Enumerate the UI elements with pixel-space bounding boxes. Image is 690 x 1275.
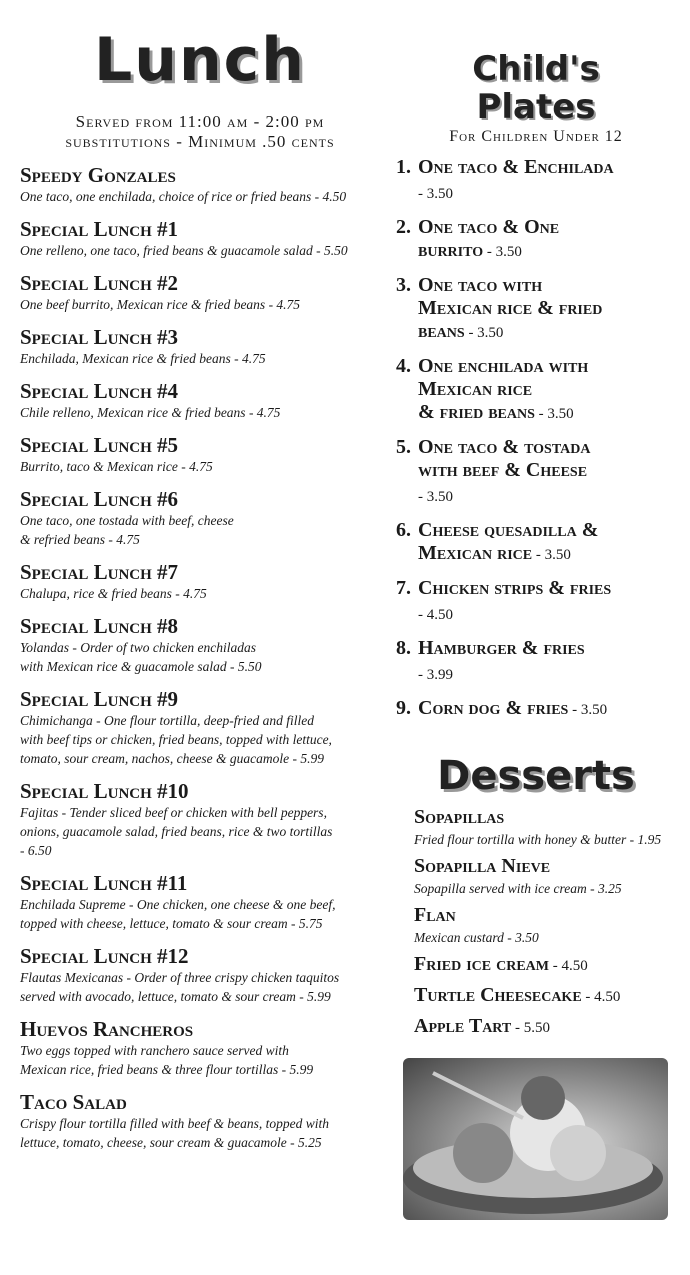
lunch-item-desc: Burrito, taco & Mexican rice - 4.75 <box>20 459 213 474</box>
dessert-item <box>414 904 676 947</box>
plate-name: Corn dog & fries <box>418 697 569 719</box>
lunch-item <box>20 487 380 549</box>
lunch-item <box>20 779 380 860</box>
plate-number: 8. <box>396 637 411 659</box>
lunch-title: Lunch <box>94 25 306 95</box>
plate-number: 7. <box>396 577 411 599</box>
lunch-item-desc: Yolandas - Order of two chicken enchiladas with Mexican rice & guacamole salad - 5.50 <box>20 640 262 674</box>
lunch-item-desc: Enchilada Supreme - One chicken, one cheese & one beef, topped with cheese, lettuce, tomato & sour cream - 5.75 <box>20 897 336 931</box>
lunch-item-desc: Enchilada, Mexican rice & fried beans - 4.75 <box>20 351 266 366</box>
plate-number: 4. <box>396 355 411 377</box>
lunch-item-name: Special Lunch #12 <box>20 944 189 968</box>
lunch-item <box>20 217 380 260</box>
dessert-price: - 4.50 <box>581 989 621 1005</box>
lunch-item-name: Special Lunch #3 <box>20 325 179 349</box>
lunch-item-desc: One taco, one tostada with beef, cheese & refried beans - 4.75 <box>20 513 234 547</box>
child-plate-item <box>396 216 676 264</box>
lunch-item <box>20 163 380 206</box>
lunch-item-desc: Chile relleno, Mexican rice & fried beans - 4.75 <box>20 405 281 420</box>
dessert-desc: Fried flour tortilla with honey & butter - 1.95 <box>414 832 662 847</box>
plate-number: 3. <box>396 274 411 296</box>
plate-name: One taco & One burrito <box>418 216 560 261</box>
lunch-item-name: Special Lunch #9 <box>20 687 179 711</box>
plate-body <box>418 156 614 206</box>
plate-body <box>418 274 602 345</box>
lunch-item-desc: Fajitas - Tender sliced beef or chicken with bell peppers, onions, guacamole salad, fried beans, rice & two tortillas - 6.50 <box>20 805 333 858</box>
lunch-item <box>20 433 380 476</box>
plate-number: 5. <box>396 436 411 458</box>
plate-number: 9. <box>396 697 411 719</box>
plate-price: - 3.50 <box>568 702 608 718</box>
plate-body <box>418 436 590 509</box>
plate-price: - 3.50 <box>418 186 453 202</box>
lunch-item <box>20 1017 380 1079</box>
lunch-item <box>20 271 380 314</box>
child-plate-item <box>396 697 676 722</box>
child-plate-item <box>396 355 676 426</box>
lunch-item-name: Special Lunch #6 <box>20 487 179 511</box>
lunch-item-name: Special Lunch #5 <box>20 433 179 457</box>
plate-price: - 3.99 <box>418 667 453 683</box>
lunch-section <box>20 25 380 1152</box>
dessert-name-text: Sopapilla Nieve <box>414 855 551 877</box>
lunch-item-desc: One taco, one enchilada, choice of rice or fried beans - 4.50 <box>20 189 347 204</box>
plate-body <box>418 216 559 264</box>
plate-number: 1. <box>396 156 411 178</box>
lunch-item-desc: One beef burrito, Mexican rice & fried beans - 4.75 <box>20 297 301 312</box>
plate-body <box>418 637 585 687</box>
lunch-item <box>20 944 380 1006</box>
plate-name: Hamburger & fries <box>418 637 585 659</box>
plate-name: One taco with Mexican rice & fried beans <box>418 274 603 342</box>
child-plate-item <box>396 519 676 567</box>
child-plate-item <box>396 577 676 627</box>
lunch-item-desc: Chalupa, rice & fried beans - 4.75 <box>20 586 207 601</box>
child-list <box>396 156 676 722</box>
plate-number: 2. <box>396 216 411 238</box>
dessert-price: - 5.50 <box>511 1020 551 1036</box>
dessert-name-text: Sopapillas <box>414 806 505 828</box>
lunch-item <box>20 325 380 368</box>
lunch-item-name: Special Lunch #4 <box>20 379 179 403</box>
plate-body <box>418 355 588 426</box>
lunch-item-name: Special Lunch #8 <box>20 614 179 638</box>
child-plate-item <box>396 274 676 345</box>
lunch-item-desc: Flautas Mexicanas - Order of three crispy chicken taquitos served with avocado, lettuce, tomato & sour cream - 5.99 <box>20 970 340 1004</box>
lunch-item-name: Huevos Rancheros <box>20 1017 194 1041</box>
dessert-list <box>396 806 676 1040</box>
substitutions-note: substitutions - Minimum .50 cents <box>65 132 335 151</box>
dessert-name-text: Flan <box>414 904 456 926</box>
dessert-name-text: Apple Tart <box>414 1015 512 1037</box>
lunch-item-name: Special Lunch #10 <box>20 779 189 803</box>
desserts-title: Desserts <box>437 753 635 799</box>
dessert-name <box>414 1015 676 1040</box>
plate-name: Cheese quesadilla & Mexican rice <box>418 519 599 564</box>
dessert-item <box>414 1015 676 1040</box>
plate-price: - 3.50 <box>483 244 522 260</box>
dessert-name-text: Fried ice cream <box>414 953 550 975</box>
lunch-item-name: Special Lunch #2 <box>20 271 179 295</box>
plate-price: - 3.50 <box>464 325 504 341</box>
lunch-hours <box>20 112 380 152</box>
dessert-name <box>414 953 676 978</box>
dessert-name <box>414 855 676 880</box>
child-plate-item <box>396 637 676 687</box>
lunch-item-name: Speedy Gonzales <box>20 163 176 187</box>
lunch-item-name: Special Lunch #11 <box>20 871 188 895</box>
plate-price: - 3.50 <box>534 406 574 422</box>
plate-name: Chicken strips & fries <box>418 577 612 599</box>
child-subtitle: For Children Under 12 <box>449 128 623 145</box>
lunch-item <box>20 687 380 768</box>
plate-body <box>418 577 611 627</box>
plate-price: - 3.50 <box>532 547 571 563</box>
ice-cream-dessert-icon <box>403 1058 668 1220</box>
dessert-price: - 4.50 <box>549 958 588 974</box>
lunch-item <box>20 1090 380 1152</box>
lunch-item-desc: Crispy flour tortilla filled with beef & beans, topped with lettuce, tomato, cheese, sour cream & guacamole - 5.25 <box>20 1116 329 1150</box>
dessert-desc: Mexican custard - 3.50 <box>414 930 539 945</box>
lunch-item <box>20 614 380 676</box>
dessert-name <box>414 904 676 929</box>
plate-price: - 4.50 <box>418 607 453 623</box>
dessert-desc: Sopapilla served with ice cream - 3.25 <box>414 881 622 896</box>
lunch-item-name: Special Lunch #1 <box>20 217 179 241</box>
lunch-item-desc: Two eggs topped with ranchero sauce served with Mexican rice, fried beans & three flour tortillas - 5.99 <box>20 1043 314 1077</box>
plate-body <box>418 519 598 567</box>
lunch-item-name: Special Lunch #7 <box>20 560 179 584</box>
dessert-name <box>414 984 676 1009</box>
child-section <box>396 50 676 1040</box>
plate-price: - 3.50 <box>418 489 453 505</box>
lunch-item <box>20 379 380 422</box>
dessert-item <box>414 806 676 849</box>
dessert-photo <box>403 1058 668 1220</box>
plate-name: One enchilada with Mexican rice & fried beans <box>418 355 589 423</box>
served-hours: Served from 11:00 am - 2:00 pm <box>75 112 325 131</box>
plate-name: One taco & tostada with beef & Cheese <box>418 436 591 481</box>
dessert-item <box>414 984 676 1009</box>
child-title: Child's Plates <box>472 49 600 127</box>
lunch-item-desc: Chimichanga - One flour tortilla, deep-fried and filled with beef tips or chicken, fried beans, topped with lettuce, tomato, sour cream, nachos, cheese & guacamole - 5.99 <box>20 713 332 766</box>
plate-body <box>418 697 607 722</box>
plate-name: One taco & Enchilada <box>418 156 614 178</box>
dessert-item <box>414 953 676 978</box>
child-plate-item <box>396 436 676 509</box>
lunch-item-name: Taco Salad <box>20 1090 127 1114</box>
lunch-item-desc: One relleno, one taco, fried beans & guacamole salad - 5.50 <box>20 243 348 258</box>
child-plate-item <box>396 156 676 206</box>
dessert-name <box>414 806 676 831</box>
lunch-list <box>20 163 380 1152</box>
dessert-name-text: Turtle Cheesecake <box>414 984 582 1006</box>
plate-number: 6. <box>396 519 411 541</box>
lunch-item <box>20 560 380 603</box>
lunch-item <box>20 871 380 933</box>
dessert-item <box>414 855 676 898</box>
